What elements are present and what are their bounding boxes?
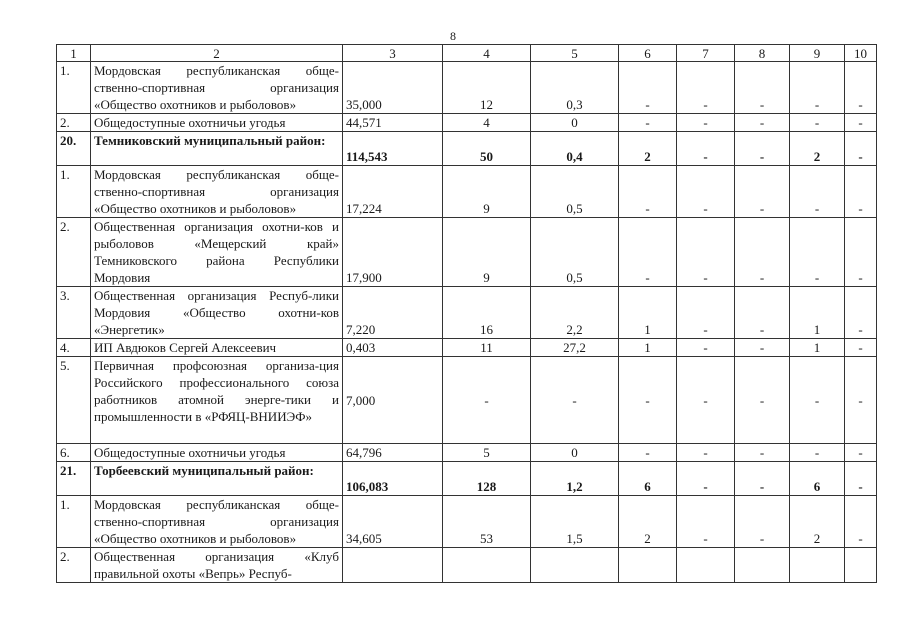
cell-value: - [845, 166, 877, 218]
cell-value: 1,2 [531, 462, 619, 496]
cell-value: 1 [619, 339, 677, 357]
cell-value: - [845, 462, 877, 496]
cell-value [619, 548, 677, 583]
cell-value: - [677, 496, 735, 548]
table-row [57, 496, 877, 548]
cell-value: - [677, 339, 735, 357]
cell-value: - [677, 287, 735, 339]
cell-value: - [531, 357, 619, 444]
cell-value: - [735, 114, 790, 132]
area-value: 34,605 [343, 496, 443, 548]
cell-value: 27,2 [531, 339, 619, 357]
cell-value: 50 [443, 132, 531, 166]
area-value [343, 548, 443, 583]
cell-value: - [845, 62, 877, 114]
area-value: 44,571 [343, 114, 443, 132]
cell-value: - [735, 62, 790, 114]
cell-value: 0 [531, 444, 619, 462]
header-cell: 9 [790, 45, 845, 62]
organization-name: Общественная организация Респуб-лики Мордовия «Общество охотни-ков «Энергетик» [91, 287, 343, 339]
cell-value: - [677, 462, 735, 496]
area-value: 17,224 [343, 166, 443, 218]
cell-value: 9 [443, 218, 531, 287]
area-value: 64,796 [343, 444, 443, 462]
cell-value: - [677, 218, 735, 287]
cell-value: 2 [619, 132, 677, 166]
table-row [57, 548, 877, 583]
cell-value: 0,4 [531, 132, 619, 166]
area-value: 17,900 [343, 218, 443, 287]
cell-value: - [845, 287, 877, 339]
cell-value: 9 [443, 166, 531, 218]
cell-value: - [619, 444, 677, 462]
cell-value: - [845, 132, 877, 166]
organization-name: Мордовская республиканская обще-ственно-спортивная организация «Общество охотников и рыболовов» [91, 62, 343, 114]
cell-value [443, 548, 531, 583]
cell-value [790, 548, 845, 583]
cell-value: - [735, 462, 790, 496]
area-value: 114,543 [343, 132, 443, 166]
row-number: 4. [57, 339, 91, 357]
header-cell: 8 [735, 45, 790, 62]
cell-value: - [845, 357, 877, 444]
cell-value: - [735, 287, 790, 339]
cell-value: 0,5 [531, 218, 619, 287]
row-number: 1. [57, 166, 91, 218]
cell-value: 0,3 [531, 62, 619, 114]
organization-name: Общедоступные охотничьи угодья [91, 114, 343, 132]
row-number: 1. [57, 496, 91, 548]
cell-value: - [619, 357, 677, 444]
row-number: 20. [57, 132, 91, 166]
table-row [57, 218, 877, 287]
page-number: 8 [450, 29, 456, 43]
row-number: 21. [57, 462, 91, 496]
organization-name: Общественная организация охотни-ков и рыболовов «Мещерский край» Темниковского района Республики Мордовия [91, 218, 343, 287]
table-row [57, 114, 877, 132]
cell-value [845, 548, 877, 583]
cell-value: 16 [443, 287, 531, 339]
header-row [57, 45, 877, 62]
cell-value: - [845, 444, 877, 462]
cell-value: 0,5 [531, 166, 619, 218]
row-number: 1. [57, 62, 91, 114]
cell-value: - [619, 218, 677, 287]
cell-value: 12 [443, 62, 531, 114]
cell-value: - [790, 62, 845, 114]
organization-name: Мордовская республиканская обще-ственно-спортивная организация «Общество охотников и рыболовов» [91, 166, 343, 218]
cell-value: - [845, 114, 877, 132]
cell-value: - [735, 444, 790, 462]
cell-value: 2 [619, 496, 677, 548]
area-value: 7,220 [343, 287, 443, 339]
cell-value: 1,5 [531, 496, 619, 548]
organization-name: ИП Авдюков Сергей Алексеевич [91, 339, 343, 357]
cell-value: - [677, 132, 735, 166]
organization-name: Мордовская республиканская обще-ственно-спортивная организация «Общество охотников и рыболовов» [91, 496, 343, 548]
cell-value: 128 [443, 462, 531, 496]
table-row [57, 287, 877, 339]
area-value: 7,000 [343, 357, 443, 444]
row-number: 3. [57, 287, 91, 339]
row-number: 6. [57, 444, 91, 462]
cell-value: 6 [619, 462, 677, 496]
district-total-row [57, 462, 877, 496]
header-cell: 1 [57, 45, 91, 62]
hunting-grounds-table [56, 44, 877, 583]
cell-value: - [677, 357, 735, 444]
district-total-row [57, 132, 877, 166]
cell-value [735, 548, 790, 583]
header-cell: 2 [91, 45, 343, 62]
cell-value: 1 [790, 287, 845, 339]
cell-value: - [735, 339, 790, 357]
row-number: 2. [57, 114, 91, 132]
cell-value: 2 [790, 132, 845, 166]
cell-value: - [735, 357, 790, 444]
cell-value: - [677, 444, 735, 462]
cell-value: - [735, 496, 790, 548]
cell-value: - [845, 496, 877, 548]
district-name: Темниковский муниципальный район: [91, 132, 343, 166]
cell-value: - [790, 114, 845, 132]
cell-value: - [845, 218, 877, 287]
organization-name: Общественная организация «Клуб правильной охоты «Вепрь» Респуб- [91, 548, 343, 583]
row-number: 5. [57, 357, 91, 444]
cell-value: - [735, 166, 790, 218]
cell-value: - [790, 444, 845, 462]
cell-value: - [845, 339, 877, 357]
row-number: 2. [57, 218, 91, 287]
cell-value [677, 548, 735, 583]
cell-value: 6 [790, 462, 845, 496]
cell-value: - [443, 357, 531, 444]
organization-name: Общедоступные охотничьи угодья [91, 444, 343, 462]
cell-value: 2 [790, 496, 845, 548]
header-cell: 7 [677, 45, 735, 62]
table-row [57, 339, 877, 357]
cell-value: 0 [531, 114, 619, 132]
cell-value: - [790, 166, 845, 218]
header-cell: 5 [531, 45, 619, 62]
cell-value: - [619, 166, 677, 218]
organization-name: Первичная профсоюзная организа-ция Российского профессионального союза работников атомной энерге-тики и промышленности в «РФЯЦ-ВНИИЭФ» [91, 357, 343, 444]
table-row [57, 357, 877, 444]
cell-value: - [735, 218, 790, 287]
cell-value: 5 [443, 444, 531, 462]
cell-value: - [677, 62, 735, 114]
table-row [57, 444, 877, 462]
district-name: Торбеевский муниципальный район: [91, 462, 343, 496]
cell-value: - [619, 114, 677, 132]
table-row [57, 62, 877, 114]
cell-value: 53 [443, 496, 531, 548]
cell-value: 1 [619, 287, 677, 339]
cell-value: - [619, 62, 677, 114]
cell-value: - [677, 114, 735, 132]
cell-value: 4 [443, 114, 531, 132]
cell-value: 11 [443, 339, 531, 357]
cell-value: - [790, 218, 845, 287]
table-row [57, 166, 877, 218]
cell-value: 1 [790, 339, 845, 357]
row-number: 2. [57, 548, 91, 583]
cell-value: - [790, 357, 845, 444]
cell-value: - [677, 166, 735, 218]
cell-value [531, 548, 619, 583]
header-cell: 10 [845, 45, 877, 62]
area-value: 106,083 [343, 462, 443, 496]
header-cell: 4 [443, 45, 531, 62]
header-cell: 3 [343, 45, 443, 62]
cell-value: - [735, 132, 790, 166]
header-cell: 6 [619, 45, 677, 62]
cell-value: 2,2 [531, 287, 619, 339]
area-value: 0,403 [343, 339, 443, 357]
area-value: 35,000 [343, 62, 443, 114]
